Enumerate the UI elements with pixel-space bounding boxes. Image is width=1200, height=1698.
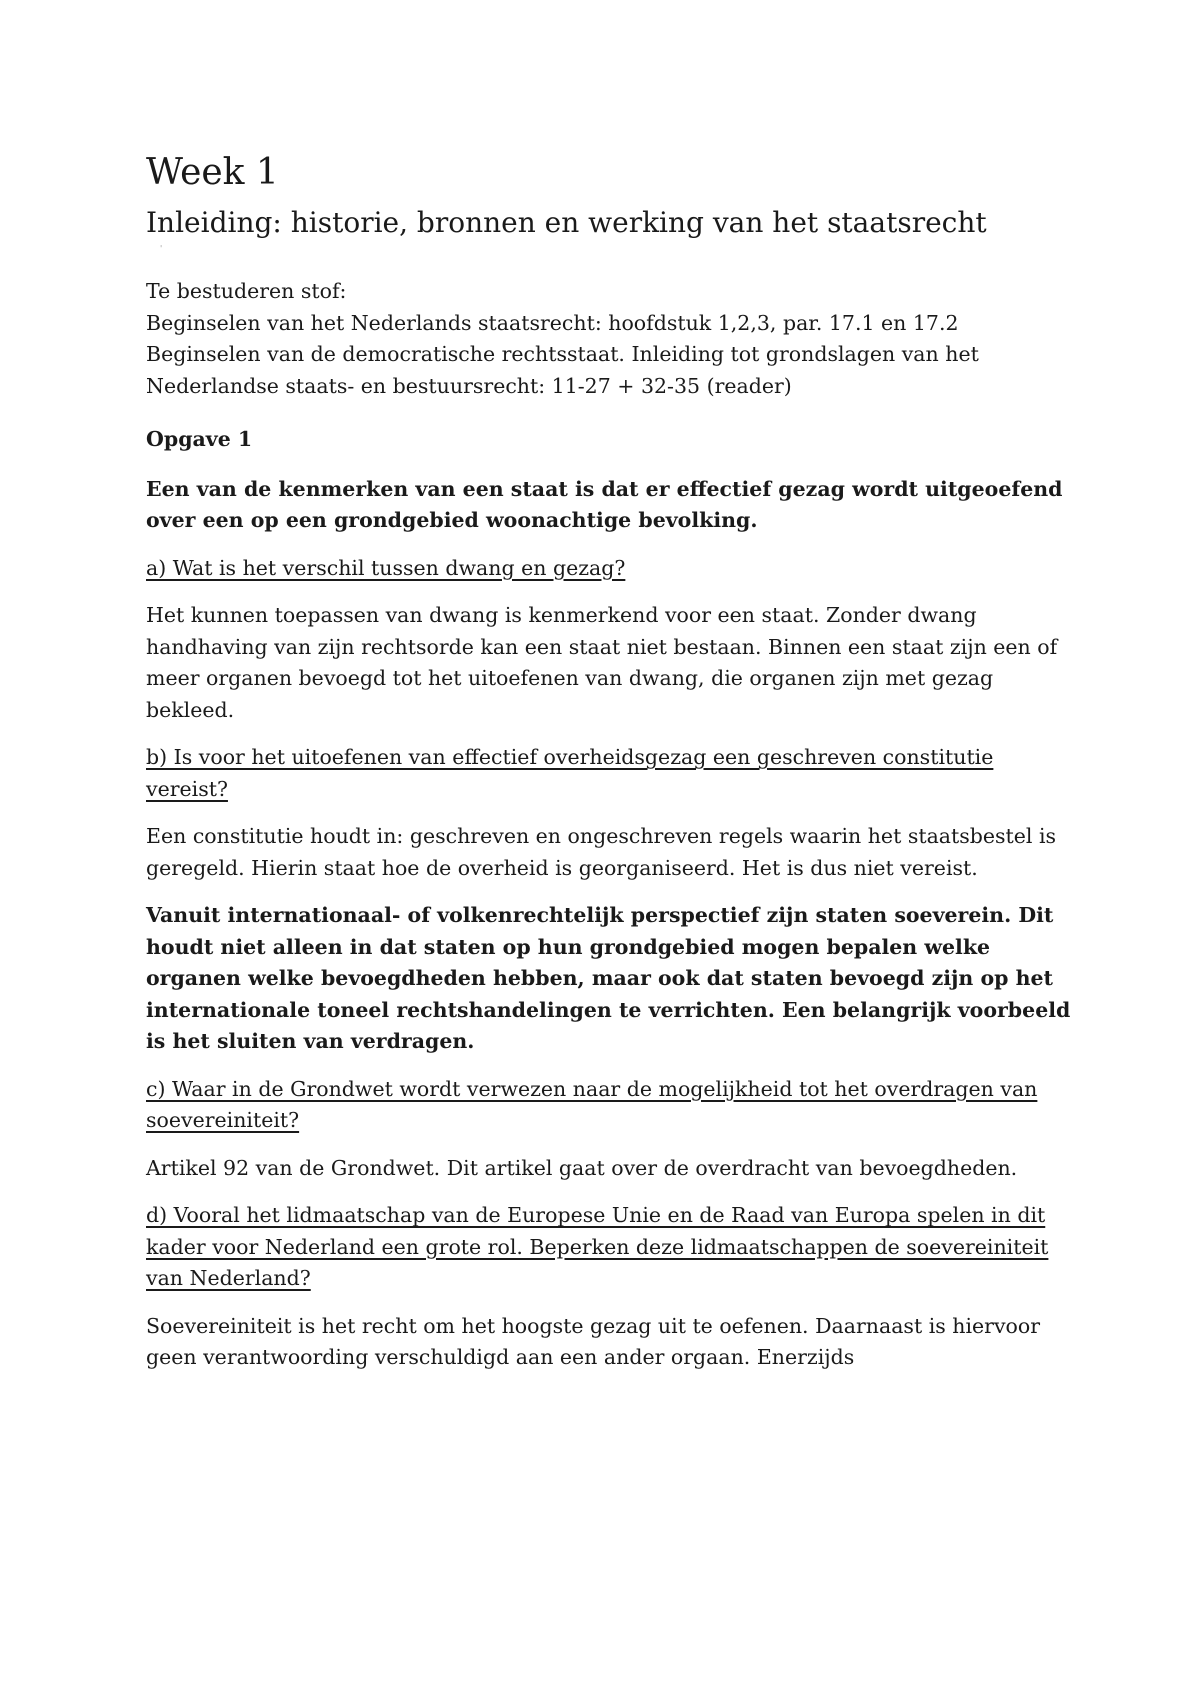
study-line-1: Beginselen van het Nederlands staatsrecht: hoofdstuk 1,2,3, par. 17.1 en 17.2 bbox=[146, 310, 959, 335]
question-a: a) Wat is het verschil tussen dwang en gezag? bbox=[146, 555, 626, 580]
document-page bbox=[146, 150, 1076, 1374]
stray-mark: ' bbox=[160, 244, 163, 253]
intro-paragraph-2: Vanuit internationaal- of volkenrechtelijk perspectief zijn staten soeverein. Dit houdt niet alleen in dat staten op hun grondgebied mogen bepalen welke organen welke bevoegdheden hebben, maar ook dat staten bevoegd zijn op het internationale toneel rechtshandelingen te verrichten. Een belangrijk voorbeeld is het sluiten van verdragen. bbox=[146, 903, 1071, 1053]
answer-b: Een constitutie houdt in: geschreven en ongeschreven regels waarin het staatsbestel is geregeld. Hierin staat hoe de overheid is georganiseerd. Het is dus niet vereist. bbox=[146, 824, 1057, 880]
answer-c: Artikel 92 van de Grondwet. Dit artikel gaat over de overdracht van bevoegdheden. bbox=[146, 1155, 1018, 1180]
question-b: b) Is voor het uitoefenen van effectief overheidsgezag een geschreven constitutie vereist? bbox=[146, 745, 994, 801]
answer-a: Het kunnen toepassen van dwang is kenmerkend voor een staat. Zonder dwang handhaving van zijn rechtsorde kan een staat niet bestaan. Binnen een staat zijn een of meer organen bevoegd tot het uitoefenen van dwang, die organen zijn met gezag bekleed. bbox=[146, 603, 1058, 722]
study-label: Te bestuderen stof: bbox=[146, 279, 347, 303]
page-subtitle: Inleiding: historie, bronnen en werking van het staatsrecht bbox=[146, 206, 987, 239]
study-line-2: Beginselen van de democratische rechtsstaat. Inleiding tot grondslagen van het bbox=[146, 342, 979, 366]
answer-d: Soevereiniteit is het recht om het hoogste gezag uit te oefenen. Daarnaast is hiervoor geen verantwoording verschuldigd aan een ander orgaan. Enerzijds bbox=[146, 1313, 1041, 1369]
intro-paragraph-1: Een van de kenmerken van een staat is dat er effectief gezag wordt uitgeoefend over een op een grondgebied woonachtige bevolking. bbox=[146, 476, 1063, 532]
question-c: c) Waar in de Grondwet wordt verwezen naar de mogelijkheid tot het overdragen van soevereiniteit? bbox=[146, 1076, 1038, 1132]
study-line-3: Nederlandse staats- en bestuursrecht: 11-27 + 32-35 (reader) bbox=[146, 373, 792, 398]
page-title: Week 1 bbox=[146, 152, 279, 193]
opgave-title: Opgave 1 bbox=[146, 427, 253, 451]
question-d: d) Vooral het lidmaatschap van de Europese Unie en de Raad van Europa spelen in dit kader voor Nederland een grote rol. Beperken deze lidmaatschappen de soevereiniteit van Nederland? bbox=[146, 1203, 1049, 1290]
